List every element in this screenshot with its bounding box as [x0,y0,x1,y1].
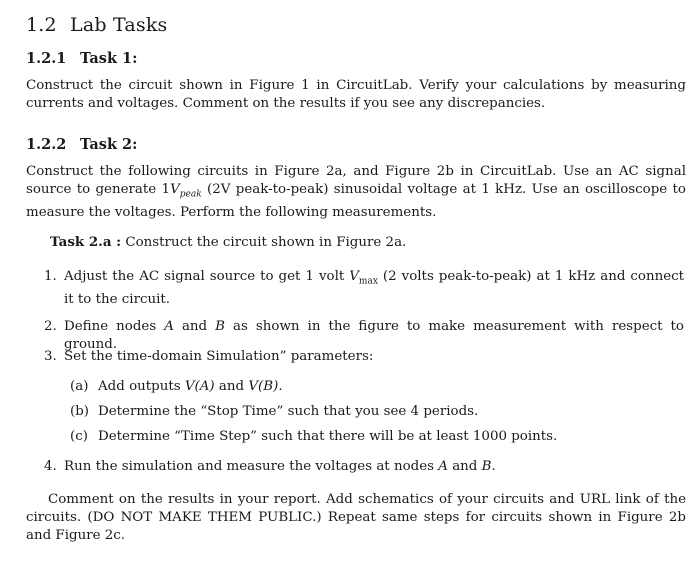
node-b-symbol: B [215,319,225,334]
subtask-2a-text: Construct the circuit shown in Figure 2a. [125,235,407,250]
step-1-text-a: Adjust the AC signal source to get 1 volt [64,269,350,284]
vmax-symbol: V [349,269,359,284]
task2-body-a: Construct the following circuits in Figure 2a, and Figure 2b in CircuitLab. Use an AC signal source to generate 1 [26,164,686,197]
output-va: V(A) [184,379,215,394]
task1-number: 1.2.1 [26,50,67,67]
step-2-label: 2. [44,319,57,334]
step-2-text-b: and [173,319,216,334]
task2-body [26,163,686,222]
step-3-text: Set the time-domain Simulation” parameters: [64,349,374,364]
step-3 [44,348,684,366]
node-a-symbol: A [164,319,174,334]
section-number: 1.2 [26,14,57,36]
vpeak-symbol: V [170,182,180,197]
vmax-subscript: max [358,276,378,287]
substep-c-text: Determine “Time Step” such that there will be at least 1000 points. [98,429,558,444]
substep-b-text: Determine the “Stop Time” such that you see 4 periods. [98,404,479,419]
subtask-2a-heading [50,234,406,250]
substep-b [70,403,478,421]
step-2-text-c: as shown in the figure to make measurement with respect to ground. [64,319,684,352]
step-4-text-c: . [491,459,496,474]
step-1-label: 1. [44,269,57,284]
substep-b-label: (b) [70,404,90,419]
output-vb: V(B) [248,379,279,394]
subtask-2a-label: Task 2.a : [50,234,122,250]
step-1-text-b: (2 volts peak-to-peak) at 1 kHz and connect it to the circuit. [64,269,684,307]
substep-a-text-b: and [214,379,249,394]
substep-c [70,428,557,446]
task2-title: Task 2: [80,136,138,153]
step-4-text-b: and [447,459,482,474]
step-4-label: 4. [44,459,57,474]
section-title: Lab Tasks [70,14,168,36]
node-b-symbol: B [481,459,492,474]
task2-heading [26,136,138,153]
task2-body-b: (2V peak-to-peak) sinusoidal voltage at 1 kHz. Use an oscilloscope to measure the voltages. Perform the following measurements. [26,182,686,220]
step-2-text-a: Define nodes [64,319,165,334]
vpeak-subscript: peak [179,189,202,200]
step-4-text-a: Run the simulation and measure the voltages at nodes [64,459,439,474]
substep-a-text-a: Add outputs [98,379,185,394]
substep-c-label: (c) [70,429,88,444]
task2-number: 1.2.2 [26,136,67,153]
task1-body: Construct the circuit shown in Figure 1 in CircuitLab. Verify your calculations by measuring currents and voltages. Comment on the results if you see any discrepancies. [26,78,686,111]
task1-title: Task 1: [80,50,138,67]
task1-heading [26,50,138,67]
node-a-symbol: A [438,459,448,474]
substep-a-text-c: . [278,379,283,394]
step-3-label: 3. [44,349,57,364]
substep-a-label: (a) [70,379,89,394]
step-4 [44,458,684,476]
closing-paragraph: Comment on the results in your report. Add schematics of your circuits and URL link of the circuits. (DO NOT MAKE THEM PUBLIC.) Repeat same steps for circuits shown in Figure 2b and Figure 2c. [26,492,686,543]
step-1 [44,268,684,309]
section-heading [26,14,168,36]
substep-a [70,378,283,396]
